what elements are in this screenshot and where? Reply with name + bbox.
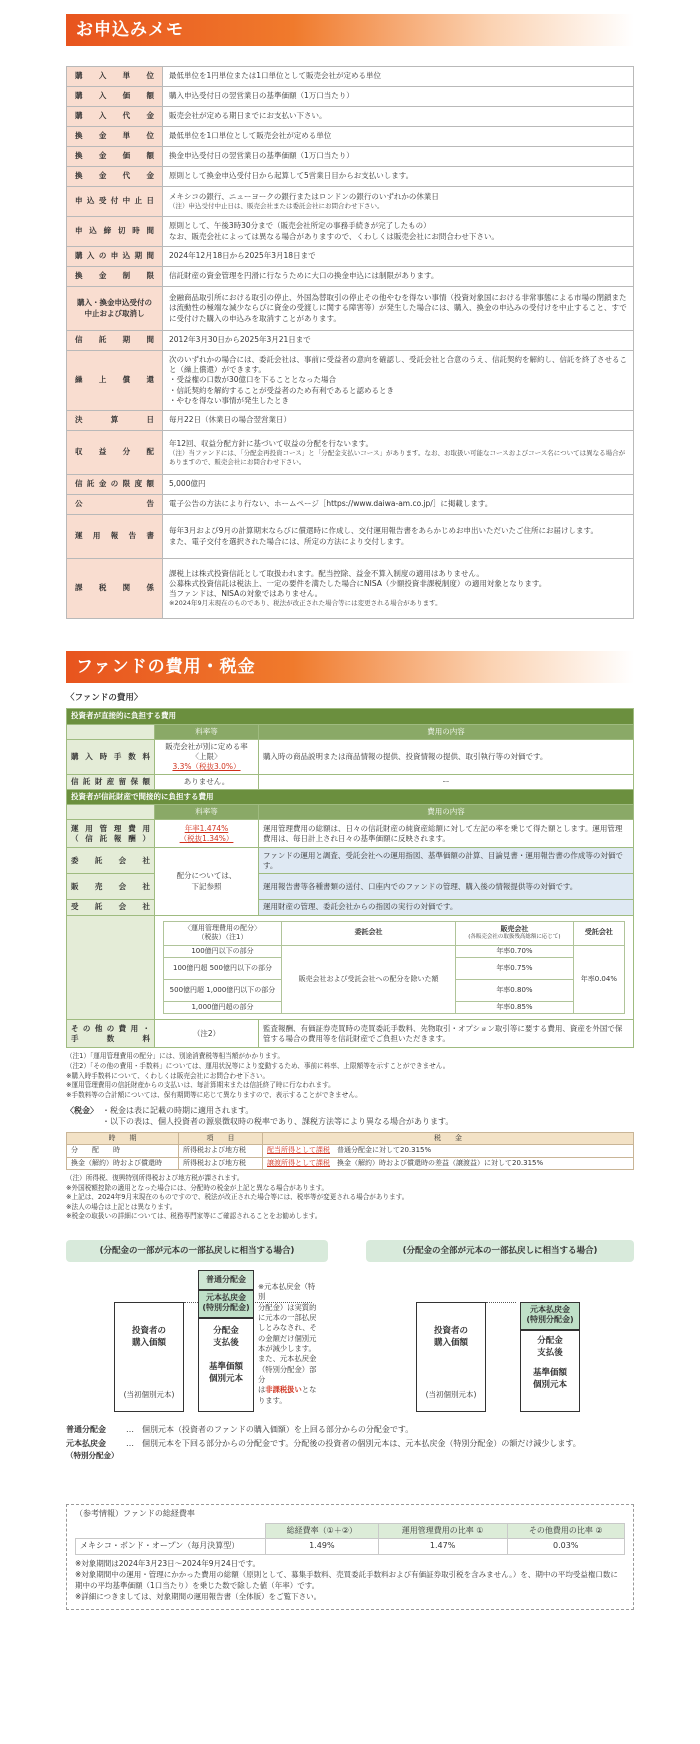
memo-value: 2024年12月18日から2025年3月18日まで: [163, 247, 634, 267]
note: ※外国税額控除の適用となった場合には、分配時の税金が上記と異なる場合があります。: [66, 1183, 329, 1192]
tier: 1,000億円超の部分: [164, 1002, 282, 1014]
tier: 100億円超 500億円以下の部分: [164, 958, 282, 980]
memo-value: 5,000億円: [163, 475, 634, 495]
memo-row: [67, 515, 634, 559]
definitions: [66, 1422, 634, 1461]
reserve-rate: ありません。: [155, 775, 259, 790]
memo-row: [67, 559, 634, 619]
ref-head: 運用管理費用の比率 ①: [378, 1523, 507, 1539]
tax-bullet: ・以下の表は、個人投資者の源泉徴収時の税率であり、課税方法等により異なる場合があります。: [102, 1117, 454, 1126]
right-after-label: 分配金 支払後: [537, 1335, 563, 1358]
refund-explanation: ※元本払戻金（特別 分配金）は実質的 に元本の一部払戻 しとみなされ、そ の金額だけ個別元 本が減少します。 また、元本払戻金 （特別分配金）部分 は非課税扱いとな ります。: [258, 1281, 317, 1405]
alloc-head: 〈運用管理費用の配分〉 （税抜）（注1）: [164, 921, 282, 945]
memo-row: [67, 147, 634, 167]
refund-box: 元本払戻金 (特別分配金): [198, 1290, 254, 1318]
hanbai-rate: 年率0.80%: [456, 980, 574, 1002]
memo-label: 換金価額: [67, 147, 163, 167]
tax-intro: [66, 1106, 634, 1128]
purchase-fee-rate: 販売会社が別に定める率 〈上限〉3.3%（税抜3.0%）: [155, 739, 259, 774]
memo-label: 購入・換金申込受付の中止および取消し: [67, 287, 163, 331]
col-content: 費用の内容: [259, 724, 634, 739]
memo-value: 信託財産の資金管理を円滑に行なうために大口の換金申込には制限があります。: [163, 267, 634, 287]
memo-value: 最低単位を1口単位として販売会社が定める単位: [163, 127, 634, 147]
ordinary-distribution-box: 普通分配金: [198, 1270, 254, 1290]
purchase-fee-label: 購入時手数料: [67, 739, 155, 774]
memo-text: 年12回、収益分配方針に基づいて収益の分配を行ないます。: [169, 438, 373, 448]
memo-row: [67, 67, 634, 87]
purchase-fee-text: 購入時の商品説明または商品情報の提供、投資情報の提供、取引執行等の対価です。: [259, 739, 634, 774]
memo-value: [163, 217, 634, 247]
tax-notes: [66, 1174, 634, 1222]
memo-text: 毎年3月および9月の計算期末ならびに償還時に作成し、交付運用報告書をあらかじめお申出いただいたご住所にお届けします。: [169, 526, 598, 536]
ref-value: 0.03%: [507, 1539, 625, 1555]
alloc-table: [163, 921, 625, 1015]
memo-value: 最低単位を1円単位または1口単位として販売会社が定める単位: [163, 67, 634, 87]
alloc-cell: [155, 915, 634, 1020]
memo-note: （注）当ファンドには、「分配金再投資コース」と「分配金支払いコース」があります。なお、お取扱い可能なコースおよびコース名については異なる場合がありますので、販売会社にお問合わせ下さい。: [169, 448, 626, 466]
memo-label: 購入の申込期間: [67, 247, 163, 267]
tax-bullet: ・税金は表に記載の時期に適用されます。: [102, 1106, 254, 1116]
memo-value: [163, 351, 634, 411]
note: ※詳細につきましては、対象期間の運用報告書（全体版）をご覧下さい。: [75, 1591, 322, 1601]
mgmt-fee-label: 運用管理費用 （信託報酬）: [67, 820, 155, 848]
memo-row: [67, 331, 634, 351]
memo-label: 信託期間: [67, 331, 163, 351]
memo-value: 金融商品取引所における取引の停止、外国為替取引の停止その他やむを得ない事情（投資対象国における非常事態による市場の閉鎖または流動性の極端な減少ならびに資金の受渡しに関する障害等）が発生した場合には、購入、換金の申込みの受付けを中止すること、すでに受付けた購入の申込みを取消すことがあります。: [163, 287, 634, 331]
memo-title-band: [66, 14, 634, 46]
mgmt-fee-text: 運用管理費用の総額は、日々の信託財産の純資産総額に対して左記の率を乗じて得た額とします。運用管理費用は、毎日計上され日々の基準価額に反映されます。: [259, 820, 634, 848]
note: ※運用管理費用の信託財産からの支払いは、毎計算期末または信託終了時に行なわれます。: [66, 1081, 335, 1090]
ref-value: 1.47%: [378, 1539, 507, 1555]
fees-subtitle: 〈ファンドの費用〉: [66, 693, 143, 703]
reference-table: [75, 1523, 625, 1556]
fees-title-band: [66, 651, 634, 683]
tax-period: 換金（解約）時および償還時: [67, 1157, 179, 1169]
memo-row: [67, 351, 634, 411]
ref-head: その他費用の比率 ②: [507, 1523, 625, 1539]
other-fee-label: その他の費用・ 手数料: [67, 1020, 155, 1048]
tier: 500億円超 1,000億円以下の部分: [164, 980, 282, 1002]
direct-cost-heading: 投資者が直接的に負担する費用: [67, 709, 634, 724]
reserve-label: 信託財産留保額: [67, 775, 155, 790]
memo-text-3: 当ファンドは、NISAの対象ではありません。: [169, 589, 323, 599]
fee-table: [66, 708, 634, 1048]
def-ordinary: 普通分配金 … 個別元本（投資者のファンドの購入価額）を上回る部分からの分配金です。: [66, 1424, 414, 1434]
memo-text-2: また、電子交付を選択された場合には、所定の方法により交付します。: [169, 536, 409, 546]
jutaku-rate: 年率0.04%: [573, 945, 624, 1014]
note: ※上記は、2024年9月末現在のものですので、税法が改正された場合等には、税率等が変更される場合があります。: [66, 1193, 409, 1202]
memo-label: 課税関係: [67, 559, 163, 619]
memo-note: （注）申込受付中止日は、販売会社または委託会社にお問合わせ下さい。: [169, 202, 384, 211]
tax-head: 項 目: [179, 1132, 263, 1144]
hanbai-rate: 年率0.75%: [456, 958, 574, 980]
reference-box: [66, 1504, 634, 1610]
memo-label: 換金制限: [67, 267, 163, 287]
memo-text-2: なお、販売会社によっては異なる場合がありますので、くわしくは販売会社にお問合わせ下さい。: [169, 231, 499, 241]
memo-row: [67, 287, 634, 331]
distribution-diagram: [66, 1240, 634, 1490]
right-case-title: (分配金の全部が元本の一部払戻しに相当する場合): [366, 1240, 634, 1262]
note: ※税金の取扱いの詳細については、税務専門家等にご確認されることをお勧めします。: [66, 1212, 322, 1221]
memo-label: 信託金の限度額: [67, 475, 163, 495]
hanbai-rate: 年率0.70%: [456, 945, 574, 957]
left-case-title: (分配金の一部が元本の一部払戻しに相当する場合): [66, 1240, 328, 1262]
note: ※対象期間中の運用・管理にかかった費用の総額（原則として、募集手数料、売買委託手数料および有価証券取引税を含みません。）を、期中の平均受益権口数に期中の平均基準価額（1口当たり）を乗じた数で除した値（年率）です。: [75, 1570, 618, 1590]
memo-row: [67, 187, 634, 217]
reference-notes: [75, 1559, 625, 1603]
tax-value: 譲渡所得として課税 換金（解約）時および償還時の差益（譲渡益）に対して20.315%: [263, 1157, 634, 1169]
left-investor-label: 投資者の 購入価額: [131, 1325, 166, 1348]
memo-row: [67, 107, 634, 127]
memo-label: 購入価額: [67, 87, 163, 107]
reference-title: （参考情報）ファンドの総経費率: [75, 1508, 195, 1518]
memo-label: 申込締切時間: [67, 217, 163, 247]
memo-value: 毎月22日（休業日の場合翌営業日）: [163, 411, 634, 431]
itaku-label: 委託会社: [67, 848, 155, 874]
tax-head: 時 期: [67, 1132, 179, 1144]
itaku-alloc: 販売会社および受託会社への配分を除いた額: [282, 945, 456, 1014]
jutaku-text: 運用財産の管理、委託会社からの指図の実行の対価です。: [259, 900, 634, 915]
memo-label: 収益分配: [67, 431, 163, 475]
memo-row: [67, 217, 634, 247]
alloc-rate: 配分については、 下記参照: [155, 848, 259, 915]
right-base-label: 基準価額 個別元本: [532, 1367, 567, 1390]
tax-table: [66, 1132, 634, 1170]
memo-row: [67, 495, 634, 515]
indirect-cost-heading: 投資者が信託財産で間接的に負担する費用: [67, 790, 634, 805]
ref-value: 1.49%: [266, 1539, 379, 1555]
note: ※対象期間は2024年3月23日～2024年9月24日です。: [75, 1559, 260, 1569]
def-refund: 元本払戻金 （特別分配金） … 個別元本を下回る部分からの分配金です。分配後の投資者の個別元本は、元本払戻金（特別分配金）の額だけ減少します。: [66, 1438, 581, 1460]
memo-value: [163, 187, 634, 217]
memo-title: お申込みメモ: [76, 20, 184, 40]
itaku-text: ファンドの運用と調査、受託会社への運用指図、基準価額の計算、目論見書・運用報告書の作成等の対価です。: [259, 848, 634, 874]
tax-item: 所得税および地方税: [179, 1145, 263, 1157]
other-fee-text: 監査報酬、有価証券売買時の売買委託手数料、先物取引・オプション取引等に要する費用、資産を外国で保管する場合の費用等を信託財産でご負担いただきます。: [259, 1020, 634, 1048]
memo-bullet: ・信託契約を解約することが受益者のため有利であると認めるとき: [169, 385, 394, 395]
alloc-hanbai-head: 販売会社 (各販売会社の取扱残高総額に応じて): [456, 921, 574, 945]
reserve-text: ー: [259, 775, 634, 790]
memo-label: 換金単位: [67, 127, 163, 147]
ref-fund: メキシコ・ボンド・オープン（毎月決算型）: [76, 1539, 266, 1555]
tax-item: 所得税および地方税: [179, 1157, 263, 1169]
memo-row: [67, 167, 634, 187]
memo-row: [67, 247, 634, 267]
mgmt-fee-rate: 年率1.474% （税抜1.34%）: [155, 820, 259, 848]
memo-note: ※2024年9月末現在のものであり、税法が改正された場合等には変更される場合があります。: [169, 599, 442, 608]
memo-label: 繰上償還: [67, 351, 163, 411]
memo-text-2: 公募株式投資信託は税法上、一定の要件を満たした場合にNISA（少額投資非課税制度）の適用対象となります。: [169, 579, 547, 589]
fees-title: ファンドの費用・税金: [76, 657, 256, 677]
tax-value: 配当所得として課税 普通分配金に対して20.315%: [263, 1145, 634, 1157]
memo-value: [163, 515, 634, 559]
left-after-label: 分配金 支払後: [213, 1325, 239, 1348]
memo-bullet: ・やむを得ない事情が発生したとき: [169, 395, 289, 405]
hanbai-text: 運用報告書等各種書類の送付、口座内でのファンドの管理、購入後の情報提供等の対価です。: [259, 874, 634, 900]
left-base-label: 基準価額 個別元本: [208, 1361, 243, 1384]
memo-label: 公告: [67, 495, 163, 515]
memo-value: 販売会社が定める期日までにお支払い下さい。: [163, 107, 634, 127]
note: ※手数料等の合計額については、保有期間等に応じて異なりますので、表示することができません。: [66, 1090, 362, 1099]
col-rate: 料率等: [155, 724, 259, 739]
memo-value: 2012年3月30日から2025年3月21日まで: [163, 331, 634, 351]
memo-value: 購入申込受付日の翌営業日の基準価額（1万口当たり）: [163, 87, 634, 107]
memo-row: [67, 87, 634, 107]
col-rate-2: 料率等: [155, 805, 259, 820]
memo-row: [67, 127, 634, 147]
memo-text: 次のいずれかの場合には、委託会社は、事前に受益者の意向を確認し、受託会社と合意のうえ、信託契約を解約し、信託を終了させること（繰上償還）ができます。: [169, 355, 627, 375]
tier: 100億円以下の部分: [164, 945, 282, 957]
memo-row: [67, 267, 634, 287]
note: （注2）「その他の費用・手数料」については、運用状況等により変動するため、事前に料率、上限額等を示すことができません。: [66, 1062, 450, 1071]
memo-row: [67, 411, 634, 431]
memo-label: 購入代金: [67, 107, 163, 127]
memo-label: 申込受付中止日: [67, 187, 163, 217]
memo-bullet: ・受益権の口数が30億口を下ることとなった場合: [169, 375, 337, 385]
memo-value: [163, 559, 634, 619]
memo-label: 換金代金: [67, 167, 163, 187]
alloc-jutaku-head: 受託会社: [573, 921, 624, 945]
jutaku-label: 受託会社: [67, 900, 155, 915]
memo-label: 購入単位: [67, 67, 163, 87]
right-initial-label: (当初個別元本): [425, 1389, 477, 1399]
memo-value: [163, 431, 634, 475]
memo-table: [66, 66, 634, 619]
ref-head: 総経費率（①＋②）: [266, 1523, 379, 1539]
note: （注）所得税、復興特別所得税および地方税が課されます。: [66, 1174, 244, 1183]
alloc-itaku-head: 委託会社: [282, 921, 456, 945]
note: ※購入時手数料について、くわしくは販売会社にお問合わせ下さい。: [66, 1071, 270, 1080]
memo-text: メキシコの銀行、ニューヨークの銀行またはロンドンの銀行のいずれかの休業日: [169, 192, 439, 202]
memo-value: 原則として換金申込受付日から起算して5営業日目からお支払いします。: [163, 167, 634, 187]
left-initial-label: (当初個別元本): [123, 1389, 175, 1399]
col-content-2: 費用の内容: [259, 805, 634, 820]
memo-row: [67, 431, 634, 475]
hanbai-rate: 年率0.85%: [456, 1002, 574, 1014]
memo-label: 運用報告書: [67, 515, 163, 559]
fee-notes: [66, 1052, 634, 1100]
memo-row: [67, 475, 634, 495]
right-investor-label: 投資者の 購入価額: [433, 1325, 468, 1348]
tax-period: 分 配 時: [67, 1145, 179, 1157]
other-fee-rate: （注2）: [155, 1020, 259, 1048]
memo-value: 換金申込受付日の翌営業日の基準価額（1万口当たり）: [163, 147, 634, 167]
memo-text: 原則として、午後3時30分まで（販売会社所定の事務手続きが完了したもの）: [169, 221, 431, 231]
memo-value: 電子公告の方法により行ない、ホームページ［https://www.daiwa-am.co.jp/］に掲載します。: [163, 495, 634, 515]
memo-text: 課税上は株式投資信託として取扱われます。配当控除、益金不算入制度の適用はありません。: [169, 568, 484, 578]
right-refund-box: 元本払戻金 (特別分配金): [520, 1302, 580, 1330]
tax-label: 〈税金〉: [66, 1106, 98, 1116]
hanbai-label: 販売会社: [67, 874, 155, 900]
note: ※法人の場合は上記とは異なります。: [66, 1202, 177, 1211]
note: （注1）「運用管理費用の配分」には、別途消費税等相当額がかかります。: [66, 1052, 284, 1061]
memo-label: 決算日: [67, 411, 163, 431]
tax-head: 税 金: [263, 1132, 634, 1144]
